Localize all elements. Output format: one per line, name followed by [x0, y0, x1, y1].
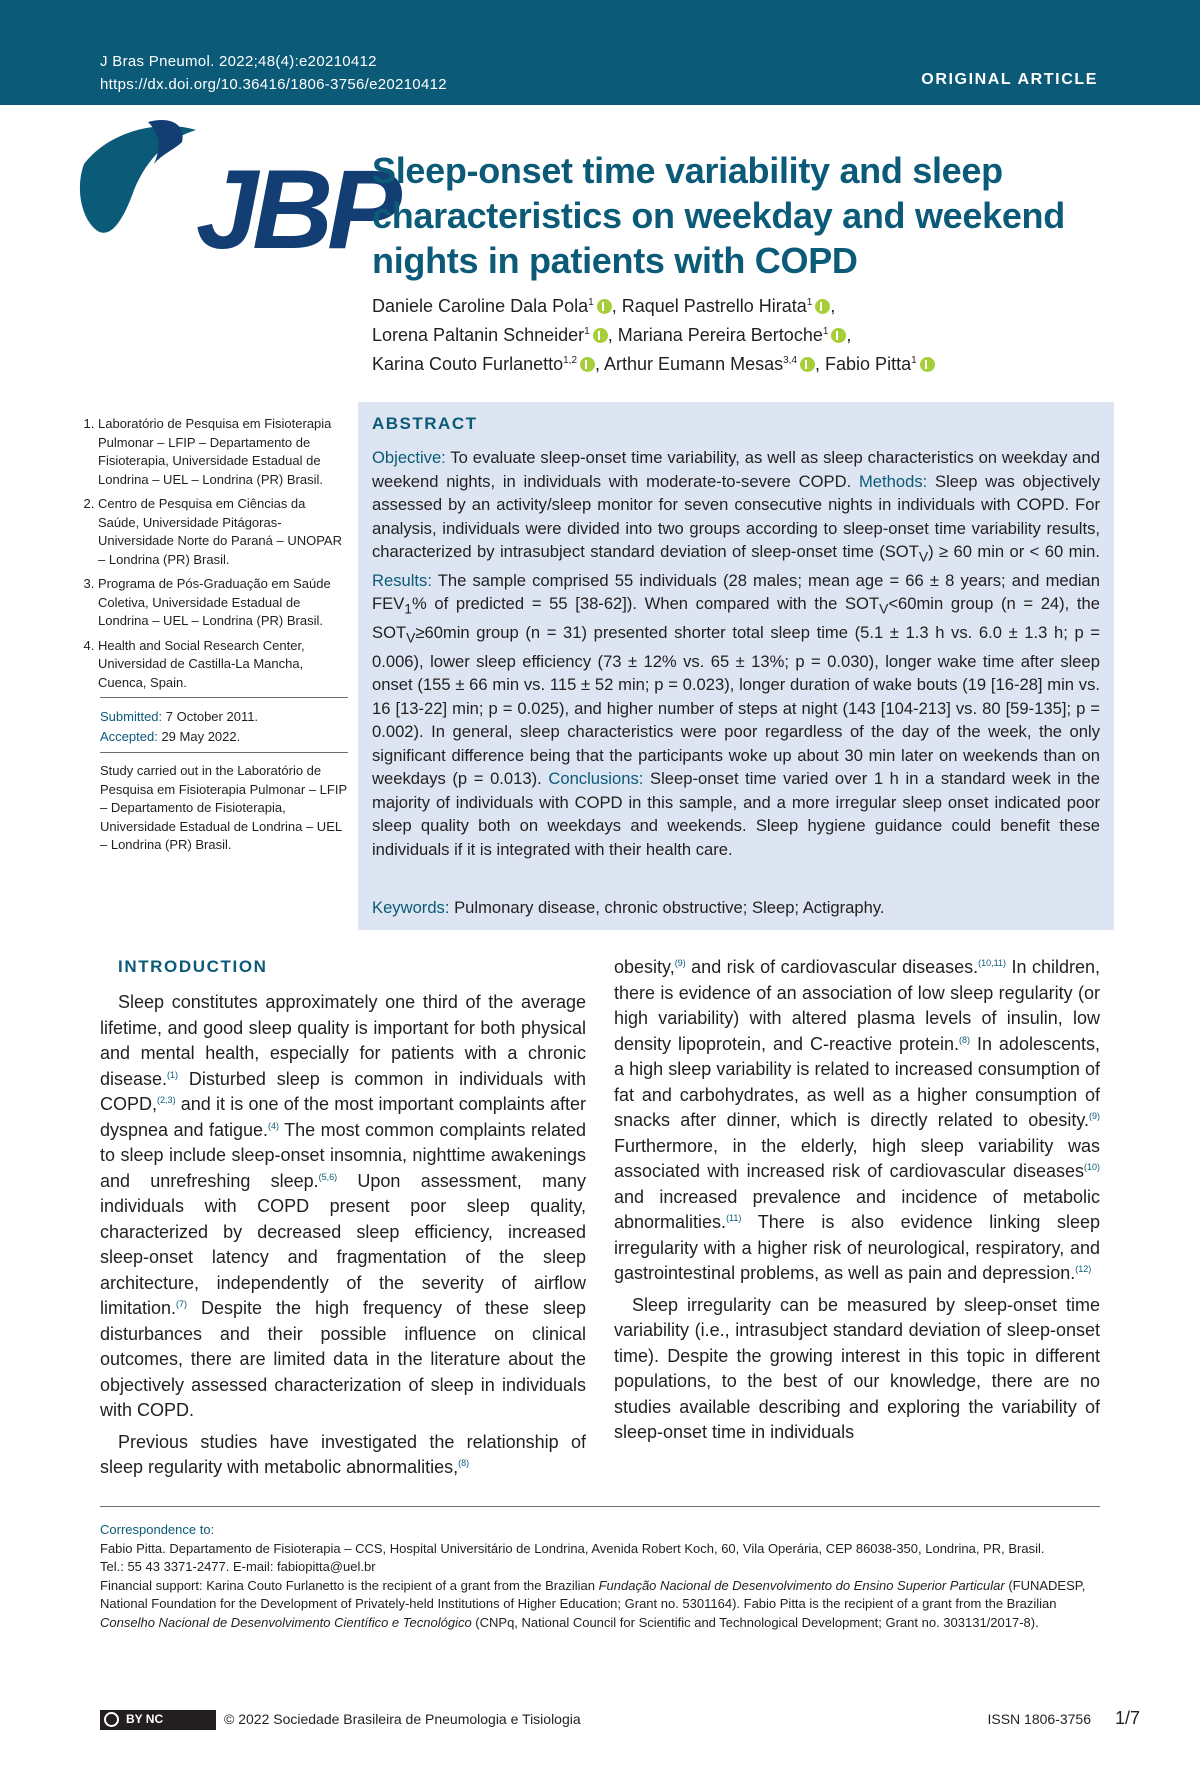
citation-ref[interactable]: (11)	[726, 1213, 742, 1223]
author-line-1	[372, 292, 1102, 321]
correspondence-block	[100, 1521, 1100, 1632]
cc-license-badge[interactable]	[100, 1710, 216, 1730]
submitted-label: Submitted:	[100, 709, 163, 724]
keywords	[372, 896, 1100, 920]
page-footer	[100, 1710, 1140, 1730]
accepted-date: 29 May 2022.	[161, 729, 241, 744]
orcid-icon[interactable]	[815, 299, 830, 314]
body-text: and risk of cardiovascular diseases.	[685, 957, 979, 977]
citation-ref[interactable]: (5,6)	[318, 1171, 338, 1182]
financial-support	[100, 1577, 1100, 1633]
correspondence-address: Fabio Pitta. Departamento de Fisioterapia – CCS, Hospital Universitário de Londrina, Avenida Robert Koch, 60, Vila Operária, CEP 86038-350, Londrina, PR, Brasil.	[100, 1540, 1045, 1556]
conclusions-text: Sleep-onset time varied over 1 h in a standard week in the majority of individuals with COPD in this sample, and a more irregular sleep onset indicated poor sleep quality both on weekdays and weekends. Sleep hygiene guidance could benefit these individuals if it is integrated with their health care.	[372, 769, 1100, 859]
citation-ref[interactable]: (12)	[1075, 1264, 1092, 1274]
orcid-icon[interactable]	[831, 328, 846, 343]
abstract-body	[372, 446, 1100, 861]
author-affiliation-mark: 1	[588, 297, 594, 308]
license-text: BY NC	[126, 1712, 164, 1726]
author-separator: ,	[607, 325, 618, 345]
author-separator: ,	[815, 354, 826, 374]
submitted-date: 7 October 2011.	[165, 709, 259, 724]
introduction-heading: INTRODUCTION	[118, 957, 268, 976]
methods-text: Sleep was objectively assessed by an activity/sleep monitor for seven consecutive nights in individuals with COPD. For analysis, individuals were divided into two groups according to sleep-onset time variability results, characterized by intrasubject standard deviation of sleep-onset time (SOT	[372, 471, 1100, 561]
fev-subscript: 1	[404, 600, 412, 617]
affiliation-item: 1. Laboratório de Pesquisa em Fisioterapia Pulmonar – LFIP – Departamento de Fisioterapia, Universidade Estadual de Londrina – UEL – Londrina (PR) Brasil.	[98, 415, 350, 489]
citation-ref[interactable]: (10)	[1083, 1162, 1100, 1172]
study-location-note: Study carried out in the Laboratório de Pesquisa em Fisioterapia Pulmonar – LFIP – Departamento de Fisioterapia, Universidade Estadual de Londrina – UEL – Londrina (PR) Brasil.	[100, 763, 347, 852]
citation-ref[interactable]: (8)	[458, 1458, 470, 1468]
author-list	[372, 292, 1102, 379]
body-column-right	[614, 955, 1100, 1446]
author-line-2	[372, 321, 1102, 350]
methods-label: Methods:	[858, 471, 928, 491]
body-text: Disturbed sleep is common in individuals with COPD,	[100, 1068, 586, 1114]
results-text: The sample comprised 55 individuals (28 males; mean age = 66 ± 8 years; and median FEV	[372, 570, 1100, 614]
abstract-heading: ABSTRACT	[372, 414, 478, 433]
author-separator: ,	[830, 296, 836, 316]
journal-citation: J Bras Pneumol. 2022;48(4):e20210412	[100, 53, 377, 70]
affiliation-item: 2. Centro de Pesquisa em Ciências da Saúde, Universidade Pitágoras-Universidade Norte do Paraná – UNOPAR – Londrina (PR) Brasil.	[98, 495, 350, 569]
sidebar-divider	[100, 697, 348, 698]
body-text: Upon assessment, many individuals with COPD present poor sleep quality, characterized by decreased sleep efficiency, increased sleep-onset latency and fragmentation of the sleep architecture, independently of the severity of airflow limitation.	[100, 1170, 586, 1318]
citation-ref[interactable]: (10,11)	[978, 958, 1007, 968]
author-affiliation-mark: 1,2	[563, 355, 578, 366]
citation-ref[interactable]: (4)	[268, 1120, 280, 1131]
body-text: There is also evidence linking sleep irregularity with a higher risk of neurological, respiratory, and gastrointestinal problems, as well as pain and depression.	[614, 1212, 1100, 1283]
citation-ref[interactable]: (9)	[1089, 1111, 1100, 1121]
orcid-icon[interactable]	[800, 357, 815, 372]
author-name: Raquel Pastrello Hirata	[621, 296, 807, 316]
affiliation-list	[80, 415, 350, 698]
objective-text: To evaluate sleep-onset time variability, as well as sleep characteristics on weekday and weekend nights, in individuals with moderate-to-severe COPD.	[372, 448, 1100, 491]
author-name: Fabio Pitta	[825, 354, 912, 374]
accepted-label: Accepted:	[100, 729, 158, 744]
citation-ref[interactable]: (9)	[674, 958, 686, 968]
body-text: and increased prevalence and incidence of metabolic abnormalities.	[614, 1186, 1100, 1232]
funding-org: Conselho Nacional de Desenvolvimento Científico e Tecnológico	[100, 1614, 472, 1630]
author-separator: ,	[595, 354, 605, 374]
article-title: Sleep-onset time variability and sleep characteristics on weekday and weekend nights in patients with COPD	[372, 150, 1065, 281]
author-affiliation-mark: 1	[806, 297, 813, 308]
sidebar-divider	[100, 752, 348, 753]
keywords-label: Keywords:	[372, 898, 450, 917]
creative-commons-icon	[104, 1712, 119, 1727]
author-affiliation-mark: 1	[822, 326, 829, 337]
orcid-icon[interactable]	[593, 328, 608, 343]
conclusions-label: Conclusions:	[548, 769, 644, 789]
citation-ref[interactable]: (1)	[167, 1069, 179, 1080]
body-text: Furthermore, in the elderly, high sleep variability was associated with increased risk of cardiovascular diseases	[614, 1135, 1100, 1181]
results-label: Results:	[372, 570, 432, 590]
body-text: Sleep irregularity can be measured by sleep-onset time variability (i.e., intrasubject standard deviation of sleep-onset time). Despite the growing interest in this topic in different populations, to the best of our knowledge, there are no studies available describing and exploring the variability of sleep-onset time in individuals	[614, 1294, 1100, 1442]
author-name: Karina Couto Furlanetto	[372, 354, 564, 374]
author-separator: ,	[846, 325, 852, 345]
body-text: and it is one of the most important complaints after dyspnea and fatigue.	[100, 1094, 586, 1140]
author-name: Arthur Eumann Mesas	[604, 354, 784, 374]
page-number: 1/7	[1114, 1708, 1140, 1728]
sotv-subscript: V	[918, 548, 929, 565]
results-text: % of predicted = 55 [38-62]). When compared with the SOT	[411, 594, 880, 614]
orcid-icon[interactable]	[920, 357, 935, 372]
results-text: ≥60min group (n = 31) presented shorter total sleep time (5.1 ± 1.3 h vs. 6.0 ± 1.3 h; p = 0.006), lower sleep efficiency (73 ± 12% vs. 65 ± 13%; p = 0.030), longer wake time after sleep onset (155 ± 66 min vs. 115 ± 52 min; p = 0.023), longer duration of wake bouts (19 [16-28] min vs. 16 [13-22] min; p = 0.025), and higher number of steps at night (143 [104-213] vs. 80 [59-135]; p = 0.002). In general, sleep characteristics were poor regardless of the day of the week, the only significant difference being that the participants woke up about 30 min later on weekends than on weekdays (p = 0.013).	[372, 623, 1100, 789]
results-text: <60min group (n = 24), the SOT	[372, 594, 1100, 643]
author-name: Daniele Caroline Dala Pola	[372, 296, 589, 316]
body-text: The most common complaints related to sleep include sleep-onset insomnia, nighttime awakenings and unrefreshing sleep.	[100, 1119, 586, 1191]
sotv-subscript: V	[879, 600, 889, 617]
body-column-left	[100, 990, 586, 1481]
body-paragraph	[614, 955, 1100, 1287]
body-text: obesity,	[614, 957, 675, 977]
correspondence-divider	[100, 1506, 1100, 1507]
citation-ref[interactable]: (8)	[959, 1034, 970, 1045]
body-text: Sleep constitutes approximately one third of the average lifetime, and good sleep quality is important for both physical and mental health, especially for patients with a chronic disease.	[100, 992, 586, 1089]
author-affiliation-mark: 3,4	[783, 355, 798, 366]
author-affiliation-mark: 1	[584, 326, 590, 337]
funding-text: Financial support: Karina Couto Furlanetto is the recipient of a grant from the Brazilian	[100, 1577, 599, 1593]
objective-label: Objective:	[372, 448, 446, 467]
body-paragraph	[100, 990, 586, 1424]
affiliation-item: 4. Health and Social Research Center, Universidad de Castilla-La Mancha, Cuenca, Spain.	[98, 637, 350, 693]
logo-text: JBP	[196, 147, 396, 272]
author-affiliation-mark: 1	[911, 355, 917, 366]
journal-citation-block	[100, 50, 447, 96]
affiliation-item: 3. Programa de Pós-Graduação em Saúde Coletiva, Universidade Estadual de Londrina – UEL – Londrina (PR) Brasil.	[98, 575, 350, 631]
correspondence-label: Correspondence to:	[100, 1522, 215, 1537]
body-text: In children, there is evidence of an association of low sleep regularity (or high variability) with altered plasma levels of insulin, low density lipoprotein, and C-reactive protein.	[614, 957, 1100, 1054]
methods-text: ) ≥ 60 min or < 60 min.	[928, 542, 1100, 561]
author-name: Mariana Pereira Bertoche	[617, 325, 823, 345]
article-type: ORIGINAL ARTICLE	[921, 71, 1098, 88]
issn: ISSN 1806-3756	[987, 1711, 1091, 1727]
doi-link[interactable]: https://dx.doi.org/10.36416/1806-3756/e20210412	[100, 76, 447, 93]
orcid-icon[interactable]	[597, 299, 612, 314]
body-paragraph	[100, 1430, 586, 1481]
sotv-subscript: V	[406, 629, 416, 646]
orcid-icon[interactable]	[580, 357, 595, 372]
correspondence-contact[interactable]: Tel.: 55 43 3371-2477. E-mail: fabiopitta@uel.br	[100, 1559, 376, 1574]
jbp-logo	[78, 120, 396, 272]
body-paragraph	[614, 1293, 1100, 1446]
citation-ref[interactable]: (2,3)	[157, 1095, 176, 1105]
author-name: Lorena Paltanin Schneider	[372, 325, 585, 345]
funding-text: (FUNADESP, National Foundation for the Development of Privately-held Institutions of Higher Education; Grant no. 5301164). Fabio Pitta is the recipient of a grant from the Brazilian	[100, 1577, 1086, 1611]
copyright-notice: © 2022 Sociedade Brasileira de Pneumologia e Tisiologia	[224, 1711, 581, 1727]
funding-text: (CNPq, National Council for Scientific and Technological Development; Grant no. 303131/2017-8).	[471, 1614, 1039, 1630]
abstract-box	[358, 402, 1114, 930]
author-separator: ,	[611, 296, 622, 316]
body-text: In adolescents, a high sleep variability is related to increased consumption of fat and carbohydrates, as well as a higher consumption of snacks after dinner, which is directly related to obesity.	[614, 1033, 1100, 1130]
journal-header-bar	[0, 0, 1200, 105]
body-text: Previous studies have investigated the relationship of sleep regularity with metabolic abnormalities,	[100, 1431, 586, 1477]
keywords-text: Pulmonary disease, chronic obstructive; Sleep; Actigraphy.	[454, 898, 885, 917]
body-text: Despite the high frequency of these sleep disturbances and their possible influence on clinical outcomes, there are limited data in the literature about the objectively assessed characterization of sleep in individuals with COPD.	[100, 1298, 586, 1420]
funding-org: Fundação Nacional de Desenvolvimento do Ensino Superior Particular	[598, 1577, 1005, 1593]
author-line-3	[372, 350, 1102, 379]
submission-dates	[100, 707, 258, 747]
citation-ref[interactable]: (7)	[176, 1299, 188, 1309]
